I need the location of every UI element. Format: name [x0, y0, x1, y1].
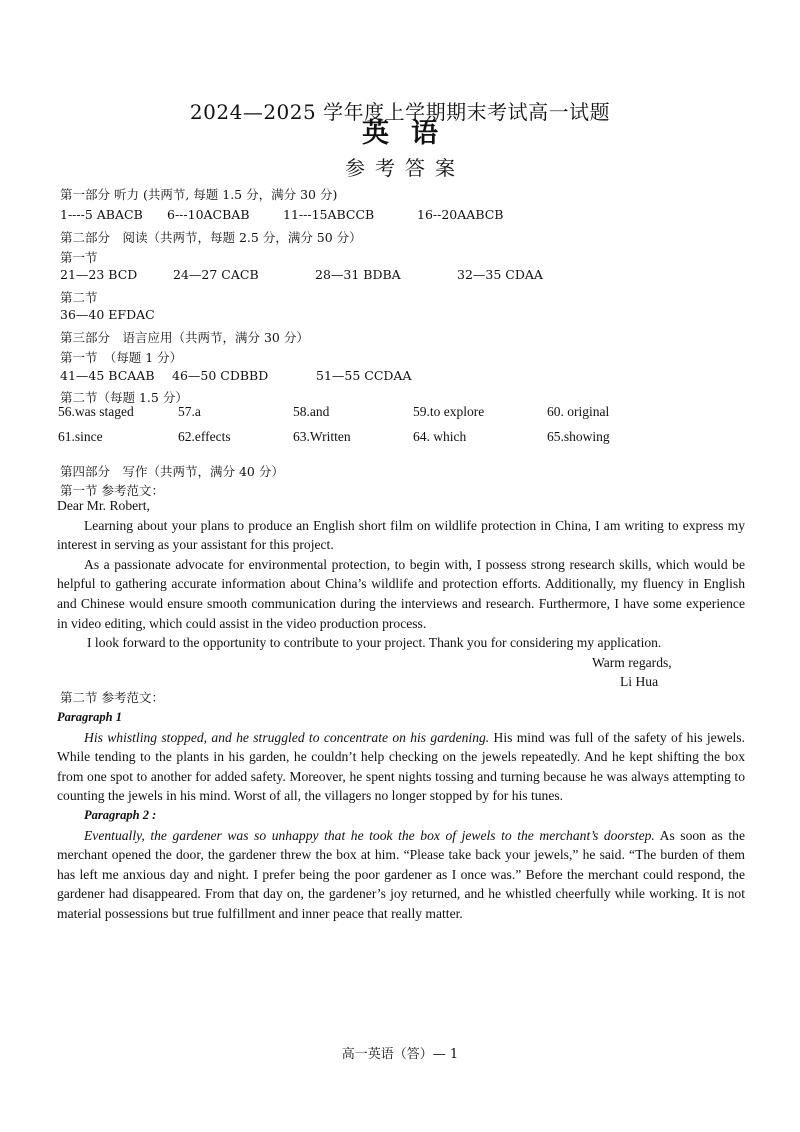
page-footer: 高一英语（答）— 1: [341, 1047, 459, 1062]
part2-heading: 第二部分 阅读（共两节，每题 2.5 分，满分 50 分）: [60, 230, 362, 245]
letter-salutation: Dear Mr. Robert,: [57, 498, 150, 513]
answer-key: 6---10ACBAB: [167, 207, 250, 222]
part4-heading: 第四部分 写作（共两节，满分 40 分）: [60, 464, 284, 479]
letter-paragraph: Learning about your plans to produce an English short film on wildlife protection in China, I am writing to express my interest in serving as your assistant for this project.: [57, 517, 745, 553]
letter-paragraph: I look forward to the opportunity to contribute to your project. Thank you for considering my application.: [87, 635, 662, 651]
part1-heading: 第一部分 听力 (共两节, 每题 1.5 分，满分 30 分): [60, 187, 338, 202]
fill-answer: 65.showing: [547, 429, 610, 444]
answer-key: 46—50 CDBBD: [172, 368, 269, 383]
letter-signoff: [57, 653, 745, 692]
answer-key: 16--20AABCB: [417, 207, 504, 222]
continuation-writing: [57, 708, 745, 924]
answer-key: 24—27 CACB: [173, 267, 259, 282]
part4-section2-label: 第二节 参考范文：: [60, 690, 164, 705]
paragraph1: [57, 728, 745, 806]
answer-key: 28—31 BDBA: [315, 267, 401, 282]
paragraph2: [57, 826, 745, 924]
answer-key: 21—23 BCD: [60, 267, 138, 282]
subject-title: 英语: [362, 118, 460, 149]
part3-heading: 第三部分 语言应用（共两节，满分 30 分）: [60, 330, 309, 345]
paragraph1-label: Paragraph 1: [57, 710, 122, 724]
exam-title: 2024—2025 学年度上学期期末考试高一试题: [189, 100, 611, 124]
paragraph2-label: Paragraph 2 :: [84, 807, 157, 822]
letter-closing: Warm regards,: [592, 654, 672, 670]
paragraph2-lead: Eventually, the gardener was so unhappy that he took the box of jewels to the merchant’s doorstep.: [84, 827, 655, 843]
answers-heading: 参考答案: [345, 156, 465, 180]
fill-answer: 59.to explore: [413, 404, 485, 419]
part4-section1-label: 第一节 参考范文：: [60, 483, 164, 498]
fill-answer: 62.effects: [178, 429, 231, 444]
sample-letter: [57, 496, 745, 692]
fill-answer: 58.and: [293, 404, 330, 419]
fill-answer: 57.a: [178, 404, 201, 419]
fill-answer: 64. which: [413, 429, 467, 444]
answer-key: 51—55 CCDAA: [316, 368, 412, 383]
part2-section1-label: 第一节: [60, 250, 98, 265]
answer-key: 32—35 CDAA: [457, 267, 543, 282]
part2-section2-answer-row: 36—40 EFDAC: [60, 307, 155, 322]
part3-section2-label: 第二节（每题 1.5 分）: [60, 390, 188, 405]
part2-section2-label: 第二节: [60, 290, 98, 305]
paragraph1-lead: His whistling stopped, and he struggled to concentrate on his gardening.: [84, 729, 490, 745]
part3-section1-label: 第一节 （每题 1 分）: [60, 350, 183, 365]
letter-paragraph: As a passionate advocate for environmental protection, to begin with, I possess strong research skills, which would be helpful to gathering accurate information about China’s wildlife and protection efforts. Additionally, my fluency in English and Chinese would ensure smooth communication during the interviews and research. Furthermore, I have some experience in video editing, which could assist in the video production process.: [57, 556, 745, 631]
answer-key: 1----5 ABACB: [60, 207, 143, 222]
paragraph2-body: As soon as the merchant opened the door, the gardener threw the box at him. “Please take back your jewels,” he said. “The burden of them has left me anxious day and night. I prefer being the poor gardener as I once was.” Before the merchant could respond, the gardener had disappeared. From that day on, the gardener’s joy returned, and he whistled cheerfully while working. It is not material possessions but true fulfillment and inner peace that really matter.: [57, 827, 746, 921]
fill-answer: 63.Written: [293, 429, 351, 444]
fill-answer: 61.since: [58, 429, 103, 444]
fill-answer: 60. original: [547, 404, 610, 419]
answer-key: 11---15ABCCB: [283, 207, 375, 222]
paragraph1-body: His mind was full of the safety of his jewels. While tending to the plants in his garden, he couldn’t help checking on the jewels repeatedly. And he kept shifting the box from one spot to another for added safety. Moreover, he spent nights tossing and turning because he was always attempting to counting the jewels in his mind. Worst of all, the villagers no longer stopped by for his tunes.: [57, 729, 745, 804]
letter-signature: Li Hua: [620, 673, 659, 689]
fill-answer: 56.was staged: [58, 404, 134, 419]
answer-key: 41—45 BCAAB: [60, 368, 155, 383]
